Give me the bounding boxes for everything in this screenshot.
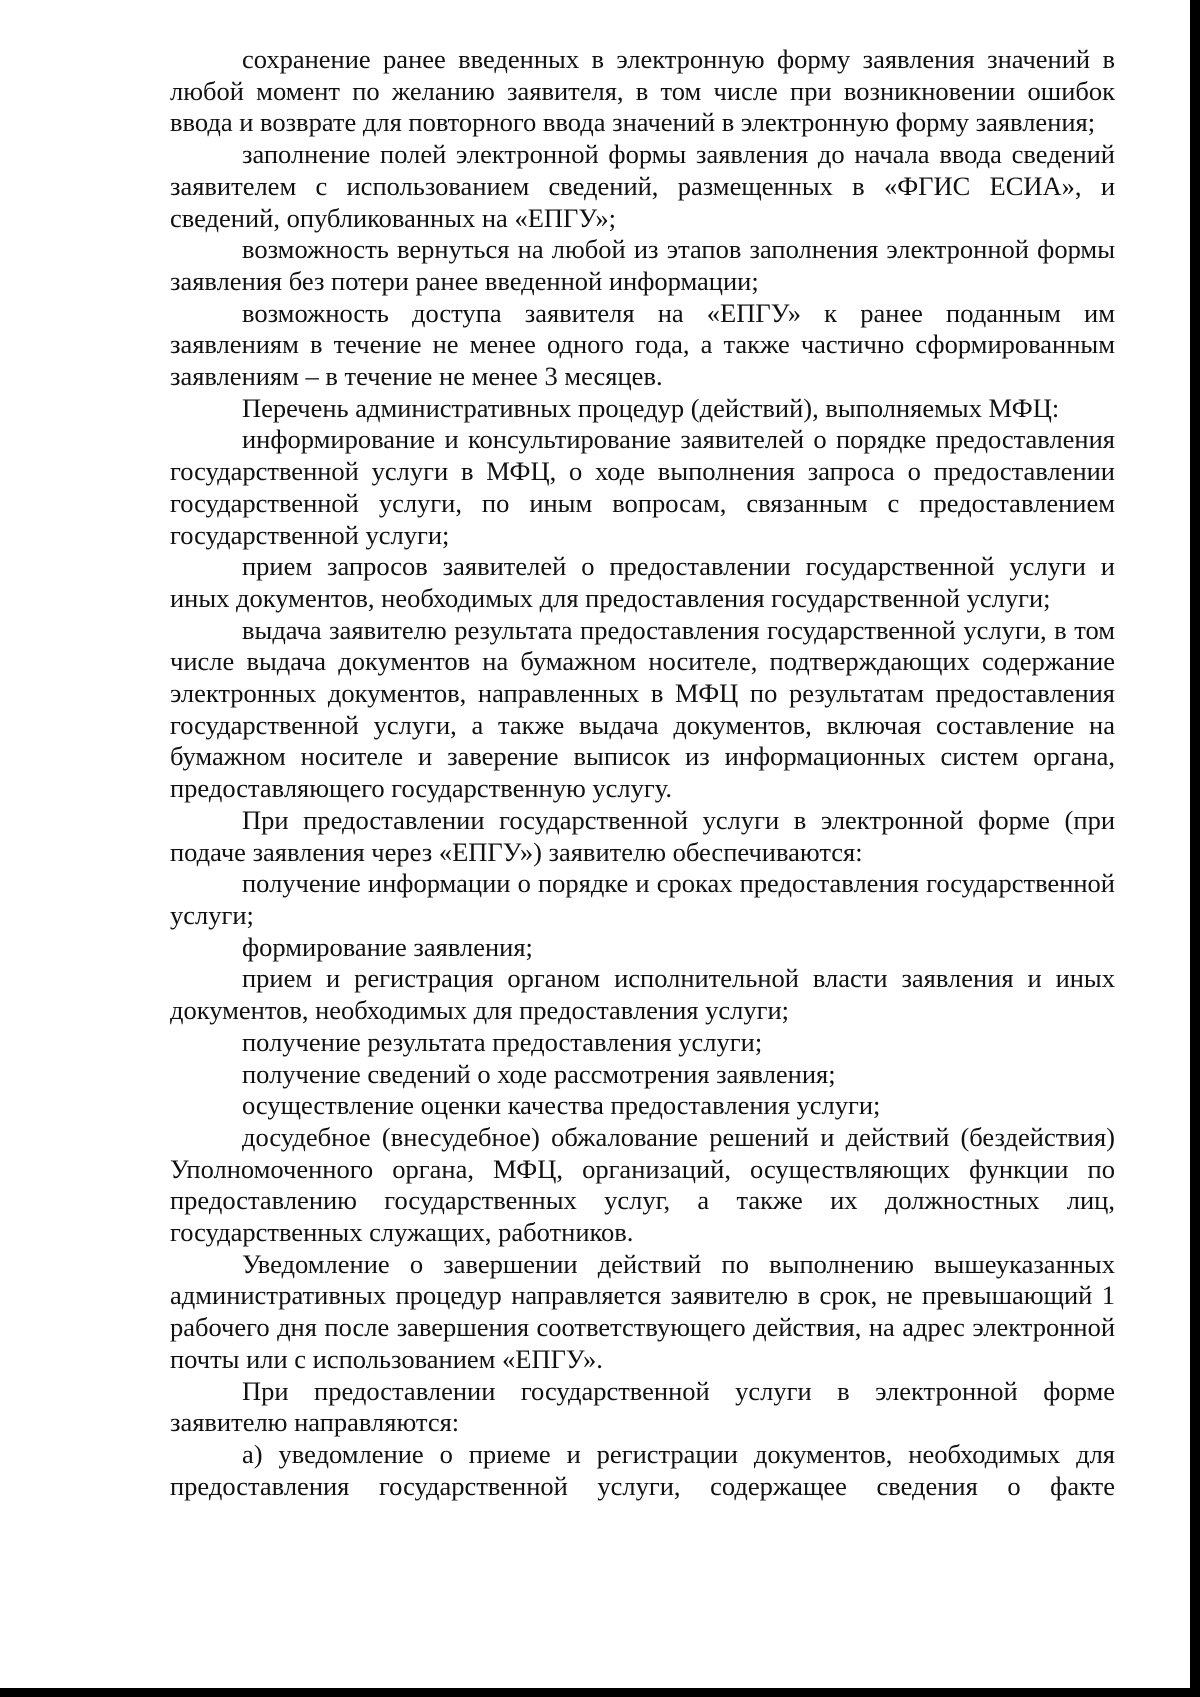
paragraph-6: информирование и консультирование заявителей о порядке предоставления государственной услуги в МФЦ, о ходе выполнения запроса о предоставлении государственной услуги, по иным вопросам, связанным с предоставлением государственной услуги; xyxy=(170,424,1115,550)
paragraph-17: Уведомление о завершении действий по выполнению вышеуказанных административных процедур направляется заявителю в срок, не превышающий 1 рабочего дня после завершения соответствующего действия, на адрес электронной почты или с использованием «ЕПГУ». xyxy=(170,1248,1115,1374)
paragraph-9: При предоставлении государственной услуги в электронной форме (при подаче заявления через «ЕПГУ») заявителю обеспечиваются: xyxy=(170,804,1115,867)
paragraph-10: получение информации о порядке и сроках предоставления государственной услуги; xyxy=(170,868,1115,930)
document-body xyxy=(170,44,1115,1502)
paragraph-15: осуществление оценки качества предоставления услуги; xyxy=(242,1090,881,1121)
paragraph-12: прием и регистрация органом исполнительной власти заявления и иных документов, необходимых для предоставления услуги; xyxy=(170,963,1115,1026)
paragraph-19: а) уведомление о приеме и регистрации документов, необходимых для предоставления государственной услуги, содержащее сведения о факте xyxy=(170,1438,1115,1501)
paragraph-14: получение сведений о ходе рассмотрения заявления; xyxy=(242,1058,836,1089)
paragraph-5: Перечень административных процедур (действий), выполняемых МФЦ: xyxy=(242,392,1060,423)
paragraph-1: сохранение ранее введенных в электронную форму заявления значений в любой момент по желанию заявителя, в том числе при возникновении ошибок ввода и возврате для повторного ввода значений в электронную форму заявления; xyxy=(170,44,1115,138)
paragraph-7: прием запросов заявителей о предоставлении государственной услуги и иных документов, необходимых для предоставления государственной услуги; xyxy=(170,551,1115,613)
paragraph-2: заполнение полей электронной формы заявления до начала ввода сведений заявителем с использованием сведений, размещенных в «ФГИС ЕСИА», и сведений, опубликованных на «ЕПГУ»; xyxy=(170,139,1115,233)
scan-edge-right xyxy=(1190,0,1200,1697)
paragraph-8: выдача заявителю результата предоставления государственной услуги, в том числе выдача документов на бумажном носителе, подтверждающих содержание электронных документов, направленных в МФЦ по результатам предоставления государственной услуги, а также выдача документов, включая составление на бумажном носителе и заверение выписок из информационных систем органа, предоставляющего государственную услугу. xyxy=(170,614,1115,804)
paragraph-13: получение результата предоставления услуги; xyxy=(242,1026,763,1057)
scan-edge-bottom xyxy=(0,1688,1200,1697)
paragraph-18: При предоставлении государственной услуги в электронной форме заявителю направляются: xyxy=(170,1375,1115,1438)
paragraph-4: возможность доступа заявителя на «ЕПГУ» к ранее поданным им заявлениям в течение не менее одного года, а также частично сформированным заявлениям – в течение не менее 3 месяцев. xyxy=(170,297,1115,392)
paragraph-11: формирование заявления; xyxy=(242,931,533,962)
paragraph-16: досудебное (внесудебное) обжалование решений и действий (бездействия) Уполномоченного органа, МФЦ, организаций, осуществляющих функции по предоставлению государственных услуг, а также их должностных лиц, государственных служащих, работников. xyxy=(170,1121,1115,1248)
paragraph-3: возможность вернуться на любой из этапов заполнения электронной формы заявления без потери ранее введенной информации; xyxy=(170,234,1115,296)
